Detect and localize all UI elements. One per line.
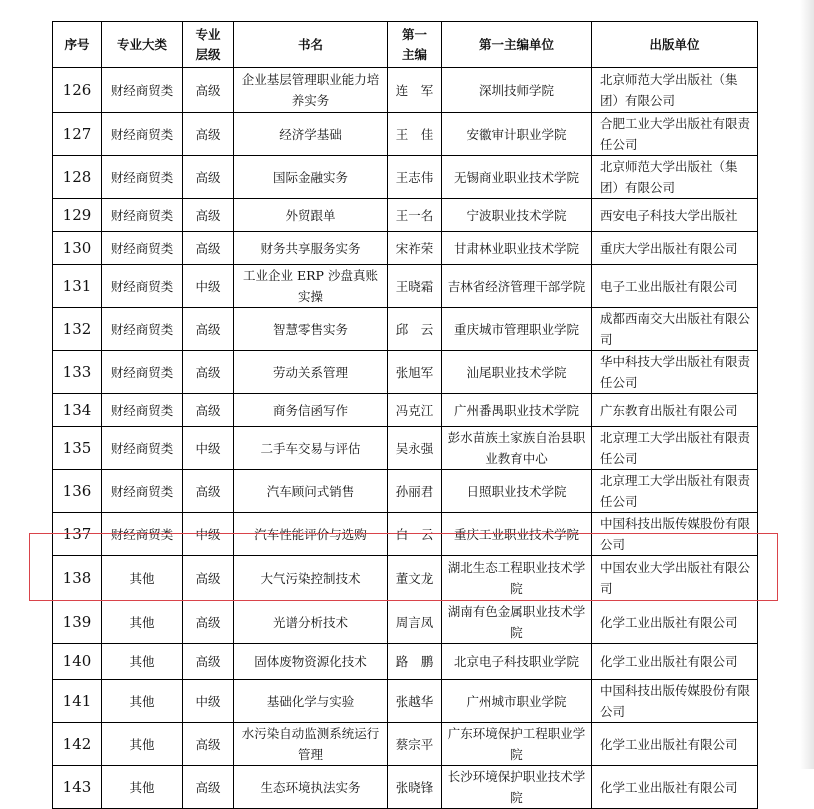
title-cell: 光谱分析技术 [234, 601, 388, 644]
editor-cell: 王一名 [388, 199, 442, 232]
header-category: 专业大类 [102, 22, 183, 68]
seq-cell: 137 [53, 513, 102, 556]
level-cell: 高级 [183, 470, 234, 513]
level-cell: 中级 [183, 265, 234, 308]
category-cell: 其他 [102, 644, 183, 680]
category-cell: 财经商贸类 [102, 199, 183, 232]
title-cell: 商务信函写作 [234, 394, 388, 427]
publisher-cell: 化学工业出版社有限公司 [592, 723, 758, 766]
seq-cell: 136 [53, 470, 102, 513]
publisher-cell: 中国科技出版传媒股份有限公司 [592, 513, 758, 556]
category-cell: 其他 [102, 556, 183, 601]
seq-cell: 132 [53, 308, 102, 351]
publisher-cell: 成都西南交大出版社有限公司 [592, 308, 758, 351]
editor-cell: 周言凤 [388, 601, 442, 644]
editor-cell: 王志伟 [388, 156, 442, 199]
level-cell: 高级 [183, 68, 234, 113]
unit-cell: 长沙环境保护职业技术学院 [442, 766, 592, 809]
table-row [53, 470, 758, 513]
category-cell: 其他 [102, 723, 183, 766]
category-cell: 其他 [102, 766, 183, 809]
title-cell: 外贸跟单 [234, 199, 388, 232]
publisher-cell: 电子工业出版社有限公司 [592, 265, 758, 308]
header-level-line1: 专业 [195, 26, 221, 42]
category-cell: 财经商贸类 [102, 427, 183, 470]
category-cell: 财经商贸类 [102, 513, 183, 556]
unit-cell: 广州城市职业学院 [442, 680, 592, 723]
title-cell: 国际金融实务 [234, 156, 388, 199]
seq-cell: 131 [53, 265, 102, 308]
editor-cell: 孙丽君 [388, 470, 442, 513]
editor-cell: 张旭军 [388, 351, 442, 394]
seq-cell: 130 [53, 232, 102, 265]
level-cell: 高级 [183, 232, 234, 265]
category-cell: 财经商贸类 [102, 232, 183, 265]
title-cell: 智慧零售实务 [234, 308, 388, 351]
table-row [53, 156, 758, 199]
seq-cell: 133 [53, 351, 102, 394]
publisher-cell: 化学工业出版社有限公司 [592, 601, 758, 644]
header-editor-line2: 主编 [401, 46, 427, 62]
unit-cell: 湖北生态工程职业技术学院 [442, 556, 592, 601]
unit-cell: 安徽审计职业学院 [442, 113, 592, 156]
seq-cell: 139 [53, 601, 102, 644]
editor-cell: 王晓霜 [388, 265, 442, 308]
table-row [53, 265, 758, 308]
seq-cell: 128 [53, 156, 102, 199]
level-cell: 中级 [183, 513, 234, 556]
unit-cell: 广州番禺职业技术学院 [442, 394, 592, 427]
header-editor [388, 22, 442, 68]
title-cell: 固体废物资源化技术 [234, 644, 388, 680]
seq-cell: 129 [53, 199, 102, 232]
category-cell: 财经商贸类 [102, 394, 183, 427]
unit-cell: 广东环境保护工程职业学院 [442, 723, 592, 766]
unit-cell: 吉林省经济管理干部学院 [442, 265, 592, 308]
category-cell: 其他 [102, 680, 183, 723]
publisher-cell: 北京师范大学出版社（集团）有限公司 [592, 68, 758, 113]
unit-cell: 重庆工业职业技术学院 [442, 513, 592, 556]
level-cell: 中级 [183, 680, 234, 723]
level-cell: 高级 [183, 601, 234, 644]
unit-cell: 甘肃林业职业技术学院 [442, 232, 592, 265]
textbook-list-table [52, 21, 758, 809]
publisher-cell: 中国农业大学出版社有限公司 [592, 556, 758, 601]
publisher-cell: 化学工业出版社有限公司 [592, 766, 758, 809]
table-row [53, 394, 758, 427]
table-row [53, 556, 758, 601]
publisher-cell: 北京师范大学出版社（集团）有限公司 [592, 156, 758, 199]
seq-cell: 135 [53, 427, 102, 470]
editor-cell: 白 云 [388, 513, 442, 556]
publisher-cell: 华中科技大学出版社有限责任公司 [592, 351, 758, 394]
editor-cell: 冯克江 [388, 394, 442, 427]
table-row [53, 680, 758, 723]
unit-cell: 无锡商业职业技术学院 [442, 156, 592, 199]
header-level [183, 22, 234, 68]
level-cell: 高级 [183, 644, 234, 680]
publisher-cell: 西安电子科技大学出版社 [592, 199, 758, 232]
level-cell: 高级 [183, 394, 234, 427]
editor-cell: 邱 云 [388, 308, 442, 351]
unit-cell: 重庆城市管理职业学院 [442, 308, 592, 351]
seq-cell: 127 [53, 113, 102, 156]
title-cell: 汽车性能评价与选购 [234, 513, 388, 556]
category-cell: 财经商贸类 [102, 265, 183, 308]
header-unit: 第一主编单位 [442, 22, 592, 68]
table-row [53, 232, 758, 265]
editor-cell: 宋祚荣 [388, 232, 442, 265]
seq-cell: 126 [53, 68, 102, 113]
table-row [53, 308, 758, 351]
editor-cell: 蔡宗平 [388, 723, 442, 766]
seq-cell: 134 [53, 394, 102, 427]
table-row [53, 68, 758, 113]
publisher-cell: 合肥工业大学出版社有限责任公司 [592, 113, 758, 156]
table-row [53, 601, 758, 644]
level-cell: 高级 [183, 556, 234, 601]
editor-cell: 王 佳 [388, 113, 442, 156]
title-cell: 经济学基础 [234, 113, 388, 156]
table-row [53, 644, 758, 680]
header-title: 书名 [234, 22, 388, 68]
seq-cell: 142 [53, 723, 102, 766]
table-row [53, 199, 758, 232]
unit-cell: 北京电子科技职业学院 [442, 644, 592, 680]
unit-cell: 湖南有色金属职业技术学院 [442, 601, 592, 644]
unit-cell: 日照职业技术学院 [442, 470, 592, 513]
unit-cell: 彭水苗族土家族自治县职业教育中心 [442, 427, 592, 470]
table-row [53, 351, 758, 394]
table-row [53, 427, 758, 470]
table-row [53, 113, 758, 156]
publisher-cell: 北京理工大学出版社有限责任公司 [592, 427, 758, 470]
title-cell: 企业基层管理职业能力培养实务 [234, 68, 388, 113]
level-cell: 高级 [183, 351, 234, 394]
title-cell: 大气污染控制技术 [234, 556, 388, 601]
header-level-line2: 层级 [195, 46, 221, 62]
category-cell: 财经商贸类 [102, 68, 183, 113]
unit-cell: 宁波职业技术学院 [442, 199, 592, 232]
seq-cell: 141 [53, 680, 102, 723]
publisher-cell: 广东教育出版社有限公司 [592, 394, 758, 427]
seq-cell: 140 [53, 644, 102, 680]
header-editor-line1: 第一 [401, 26, 427, 42]
seq-cell: 143 [53, 766, 102, 809]
table-row [53, 723, 758, 766]
table-header-row [53, 22, 758, 68]
header-publisher: 出版单位 [592, 22, 758, 68]
publisher-cell: 中国科技出版传媒股份有限公司 [592, 680, 758, 723]
editor-cell: 连 军 [388, 68, 442, 113]
editor-cell: 吴永强 [388, 427, 442, 470]
page-edge [800, 0, 814, 769]
category-cell: 财经商贸类 [102, 113, 183, 156]
editor-cell: 张晓锋 [388, 766, 442, 809]
title-cell: 二手车交易与评估 [234, 427, 388, 470]
level-cell: 中级 [183, 427, 234, 470]
category-cell: 财经商贸类 [102, 156, 183, 199]
title-cell: 工业企业 ERP 沙盘真账实操 [234, 265, 388, 308]
title-cell: 财务共享服务实务 [234, 232, 388, 265]
level-cell: 高级 [183, 156, 234, 199]
category-cell: 其他 [102, 601, 183, 644]
unit-cell: 深圳技师学院 [442, 68, 592, 113]
level-cell: 高级 [183, 308, 234, 351]
category-cell: 财经商贸类 [102, 470, 183, 513]
publisher-cell: 重庆大学出版社有限公司 [592, 232, 758, 265]
editor-cell: 董文龙 [388, 556, 442, 601]
editor-cell: 路 鹏 [388, 644, 442, 680]
publisher-cell: 北京理工大学出版社有限责任公司 [592, 470, 758, 513]
seq-cell: 138 [53, 556, 102, 601]
title-cell: 汽车顾问式销售 [234, 470, 388, 513]
level-cell: 高级 [183, 113, 234, 156]
editor-cell: 张越华 [388, 680, 442, 723]
unit-cell: 汕尾职业技术学院 [442, 351, 592, 394]
level-cell: 高级 [183, 723, 234, 766]
table-row [53, 513, 758, 556]
category-cell: 财经商贸类 [102, 351, 183, 394]
header-seq: 序号 [53, 22, 102, 68]
level-cell: 高级 [183, 766, 234, 809]
title-cell: 生态环境执法实务 [234, 766, 388, 809]
category-cell: 财经商贸类 [102, 308, 183, 351]
level-cell: 高级 [183, 199, 234, 232]
title-cell: 劳动关系管理 [234, 351, 388, 394]
publisher-cell: 化学工业出版社有限公司 [592, 644, 758, 680]
title-cell: 基础化学与实验 [234, 680, 388, 723]
title-cell: 水污染自动监测系统运行管理 [234, 723, 388, 766]
table-row [53, 766, 758, 809]
